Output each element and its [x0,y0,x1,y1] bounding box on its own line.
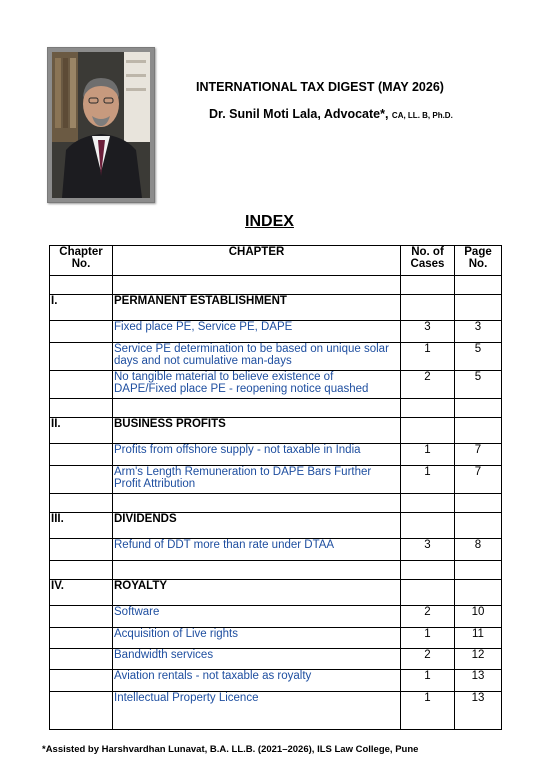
page-number: 12 [455,649,502,670]
case-count: 2 [401,371,455,399]
case-count: 1 [401,466,455,494]
chapter-title: Refund of DDT more than rate under DTAA [113,539,401,561]
page-number: 8 [455,539,502,561]
case-count: 3 [401,539,455,561]
page-number: 13 [455,692,502,730]
table-row [50,628,502,649]
index-header-row [50,246,502,276]
author-photo [47,47,155,203]
page-number: 13 [455,670,502,692]
empty-cell [113,399,401,418]
case-count: 1 [401,628,455,649]
section-number: III. [50,513,113,539]
empty-cell [50,321,113,343]
author-name: Dr. Sunil Moti Lala, Advocate [209,107,381,121]
empty-cell [50,466,113,494]
section-row [50,295,502,321]
table-row [50,444,502,466]
section-number: II. [50,418,113,444]
table-row [50,321,502,343]
table-row [50,371,502,399]
section-title: PERMANENT ESTABLISHMENT [113,295,401,321]
header-cases: No. of Cases [401,246,455,276]
empty-cell [401,276,455,295]
empty-cell [50,276,113,295]
author-portrait-image [52,52,150,198]
empty-cell [50,561,113,580]
empty-cell [401,494,455,513]
author-line: Dr. Sunil Moti Lala, Advocate*, CA, LL. B, Ph.D. [209,107,453,121]
chapter-title: Aviation rentals - not taxable as royalty [113,670,401,692]
empty-cell [50,371,113,399]
index-table-body [50,276,502,730]
header-page: Page No. [455,246,502,276]
case-count: 2 [401,649,455,670]
empty-cell [50,444,113,466]
chapter-title: Software [113,606,401,628]
empty-cell [455,561,502,580]
empty-cell [50,539,113,561]
empty-cell [401,399,455,418]
spacer-row [50,561,502,580]
table-row [50,466,502,494]
chapter-title: Intellectual Property Licence [113,692,401,730]
page-number: 5 [455,371,502,399]
table-row [50,343,502,371]
case-count: 1 [401,692,455,730]
spacer-row [50,494,502,513]
empty-cell [50,670,113,692]
page-number: 11 [455,628,502,649]
case-count: 3 [401,321,455,343]
page-number: 3 [455,321,502,343]
chapter-title: Arm's Length Remuneration to DAPE Bars Further Profit Attribution [113,466,401,494]
section-number: IV. [50,580,113,606]
author-footnote-mark: * [380,107,385,121]
chapter-title: Fixed place PE, Service PE, DAPE [113,321,401,343]
case-count: 1 [401,444,455,466]
page-number: 10 [455,606,502,628]
chapter-title: Acquisition of Live rights [113,628,401,649]
empty-cell [455,580,502,606]
footnote: *Assisted by Harshvardhan Lunavat, B.A. LL.B. (2021–2026), ILS Law College, Pune [42,744,419,755]
page-number: 5 [455,343,502,371]
empty-cell [455,295,502,321]
section-title: BUSINESS PROFITS [113,418,401,444]
header-chapter-no: Chapter No. [50,246,113,276]
case-count: 2 [401,606,455,628]
empty-cell [113,276,401,295]
spacer-row [50,399,502,418]
empty-cell [113,494,401,513]
case-count: 1 [401,343,455,371]
page-number: 7 [455,444,502,466]
table-row [50,539,502,561]
empty-cell [455,418,502,444]
section-title: DIVIDENDS [113,513,401,539]
empty-cell [401,418,455,444]
table-row [50,606,502,628]
empty-cell [50,692,113,730]
empty-cell [455,494,502,513]
empty-cell [401,295,455,321]
empty-cell [50,494,113,513]
index-heading: INDEX [245,213,294,230]
chapter-title: Profits from offshore supply - not taxable in India [113,444,401,466]
empty-cell [113,561,401,580]
empty-cell [50,343,113,371]
digest-title: INTERNATIONAL TAX DIGEST (MAY 2026) [196,80,444,94]
empty-cell [401,580,455,606]
chapter-title: Bandwidth services [113,649,401,670]
section-row [50,418,502,444]
section-title: ROYALTY [113,580,401,606]
section-number: I. [50,295,113,321]
empty-cell [401,513,455,539]
author-qualifications: CA, LL. B, Ph.D. [391,111,453,120]
section-row [50,580,502,606]
table-row [50,692,502,730]
header-chapter: CHAPTER [113,246,401,276]
section-row [50,513,502,539]
empty-cell [455,399,502,418]
table-row [50,670,502,692]
empty-cell [50,606,113,628]
empty-cell [455,276,502,295]
empty-cell [50,628,113,649]
index-table [49,245,502,730]
empty-cell [401,561,455,580]
empty-cell [50,649,113,670]
case-count: 1 [401,670,455,692]
page-number: 7 [455,466,502,494]
spacer-row [50,276,502,295]
table-row [50,649,502,670]
chapter-title: No tangible material to believe existence of DAPE/Fixed place PE - reopening notice quashed [113,371,401,399]
empty-cell [455,513,502,539]
empty-cell [50,399,113,418]
chapter-title: Service PE determination to be based on unique solar days and not cumulative man-days [113,343,401,371]
